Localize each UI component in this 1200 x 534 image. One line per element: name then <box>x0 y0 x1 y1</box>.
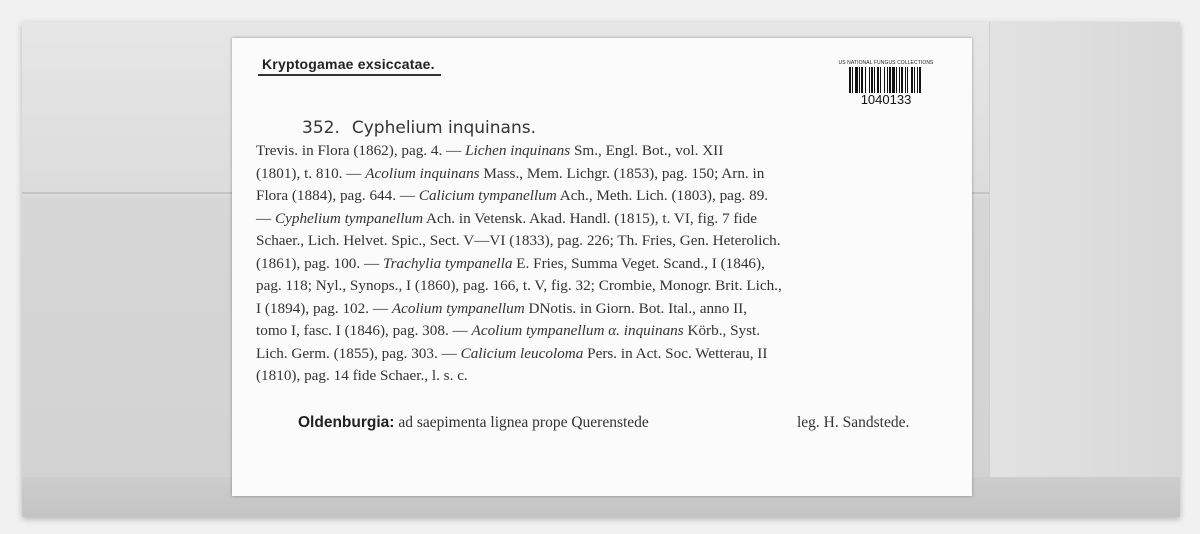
citation-segment: Ach. in Vetensk. Akad. Handl. (1815), t. VI, fig. 7 fide <box>423 209 757 227</box>
citation-line <box>256 253 968 276</box>
citation-segment: (1861), pag. 100. — <box>256 254 383 272</box>
citation-segment: Ach., Meth. Lich. (1803), pag. 89. <box>556 187 769 204</box>
citation-line <box>256 208 968 231</box>
citation-line <box>256 230 968 253</box>
citation-segment: Schaer., Lich. Helvet. Spic., Sect. V—VI (1833), pag. 226; Th. Fries, Gen. Heterolich. <box>256 232 781 249</box>
citation-line <box>256 343 968 366</box>
citation-line <box>256 275 968 298</box>
citation-segment: tomo I, fasc. I (1846), pag. 308. — <box>256 322 472 339</box>
taxon-name: Trachylia tympanella <box>382 254 513 272</box>
citation-segment: (1801), t. 810. — <box>256 164 366 182</box>
citation-segment: I (1894), pag. 102. — <box>256 299 392 317</box>
citation-line <box>256 185 968 208</box>
citation-line <box>256 163 968 186</box>
packet-right-flap <box>989 22 1180 517</box>
species-number: 352. <box>302 118 340 138</box>
citation-segment: Körb., Syst. <box>683 322 761 339</box>
taxon-name: Acolium inquinans <box>365 164 480 182</box>
citation-segment: Flora (1884), pag. 644. — <box>256 187 419 204</box>
taxon-name: Calicium leucoloma <box>460 344 584 362</box>
citation-segment: E. Fries, Summa Veget. Scand., I (1846), <box>512 254 765 272</box>
citation-line <box>256 365 968 388</box>
citation-segment: Pers. in Act. Soc. Wetterau, II <box>583 344 768 362</box>
collector: leg. H. Sandstede. <box>797 414 910 431</box>
taxon-name: Acolium tympanellum α. inquinans <box>471 322 684 339</box>
citation-segment: Mass., Mem. Lichgr. (1853), pag. 150; Arn. in <box>479 164 765 182</box>
locality-region: Oldenburgia: <box>298 414 395 431</box>
citation-segment: — <box>256 209 275 227</box>
citation-segment: DNotis. in Giorn. Bot. Ital., anno II, <box>524 299 748 317</box>
taxon-name: Lichen inquinans <box>465 142 571 159</box>
barcode <box>828 60 944 112</box>
taxon-name: Acolium tympanellum <box>391 299 525 317</box>
citation-segment: Trevis. in Flora (1862), pag. 4. — <box>256 142 466 159</box>
citation-line <box>256 298 968 321</box>
barcode-bars <box>828 67 944 93</box>
locality-text: ad saepimenta lignea prope Querenstede <box>394 414 649 431</box>
taxon-name: Cyphelium tympanellum <box>274 209 424 227</box>
barcode-bar <box>921 67 924 93</box>
citation-text <box>256 140 968 388</box>
citation-segment: Sm., Engl. Bot., vol. XII <box>570 142 724 159</box>
citation-line <box>256 140 968 163</box>
citation-segment: pag. 118; Nyl., Synops., I (1860), pag. 166, t. V, fig. 32; Crombie, Monogr. Brit. Lich., <box>256 277 782 294</box>
taxon-name: Calicium tympanellum <box>418 187 557 204</box>
citation-segment: (1810), pag. 14 fide Schaer., l. s. c. <box>256 367 468 384</box>
citation-line <box>256 320 968 343</box>
series-title: Kryptogamae exsiccatae. <box>258 56 441 76</box>
locality-line <box>298 414 649 432</box>
species-heading <box>302 118 536 138</box>
species-name: Cyphelium inquinans. <box>351 118 537 138</box>
barcode-caption: US NATIONAL FUNGUS COLLECTIONS <box>838 60 934 66</box>
barcode-number: 1040133 <box>860 92 912 107</box>
specimen-label <box>232 38 972 496</box>
citation-segment: Lich. Germ. (1855), pag. 303. — <box>256 344 461 362</box>
